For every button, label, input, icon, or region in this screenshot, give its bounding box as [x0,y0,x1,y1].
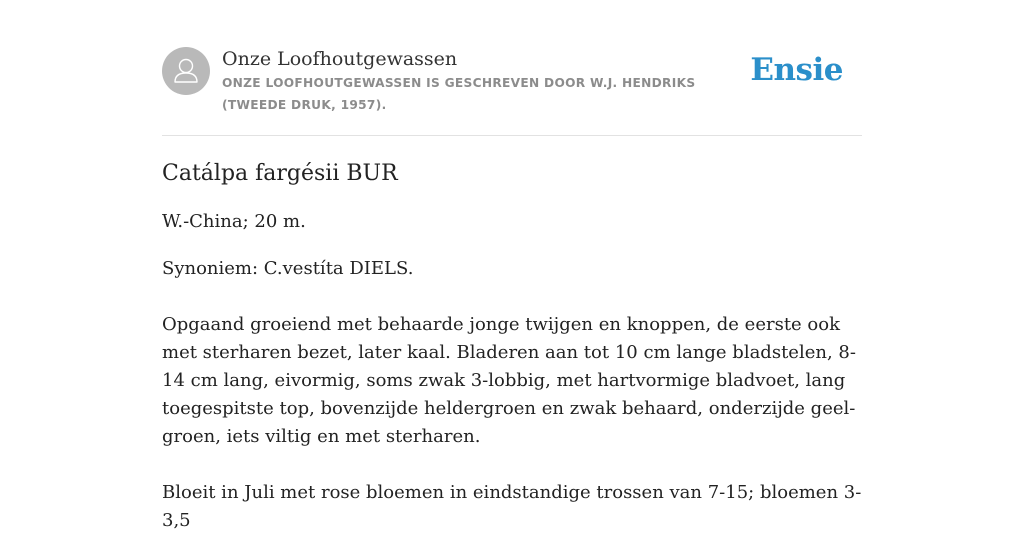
entry-content [162,156,862,535]
publication-header [162,46,862,135]
publication-description: ONZE LOOFHOUTGEWASSEN IS GESCHREVEN DOOR W.J. HENDRIKS (TWEEDE DRUK, 1957). [222,76,696,112]
avatar-user-icon[interactable] [162,47,210,95]
entry-synonym: Synoniem: C.vestíta DIELS. [162,258,414,279]
entry-origin: W.-China; 20 m. [162,211,306,232]
entry-flowering: Bloeit in Juli met rose bloemen in eindstandige trossen van 7-15; bloemen 3-3,5 [162,482,862,531]
publication-title[interactable]: Onze Loofhoutgewassen [222,48,458,70]
entry-description: Opgaand groeiend met behaarde jonge twijgen en knoppen, de eerste ook met sterharen bezet, later kaal. Bladeren aan tot 10 cm lange bladstelen, 8-14 cm lang, eivormig, soms zwak 3-lobbig, met hartvormige bladvoet, lang toegespitste top, bovenzijde heldergroen en zwak behaard, onderzijde geel-groen, iets viltig en met sterharen. [162,314,856,447]
ensie-logo[interactable]: Ensie [750,52,843,88]
header-divider [162,135,862,136]
user-icon [162,47,210,95]
entry-title: Catálpa fargésii BUR [162,161,398,186]
